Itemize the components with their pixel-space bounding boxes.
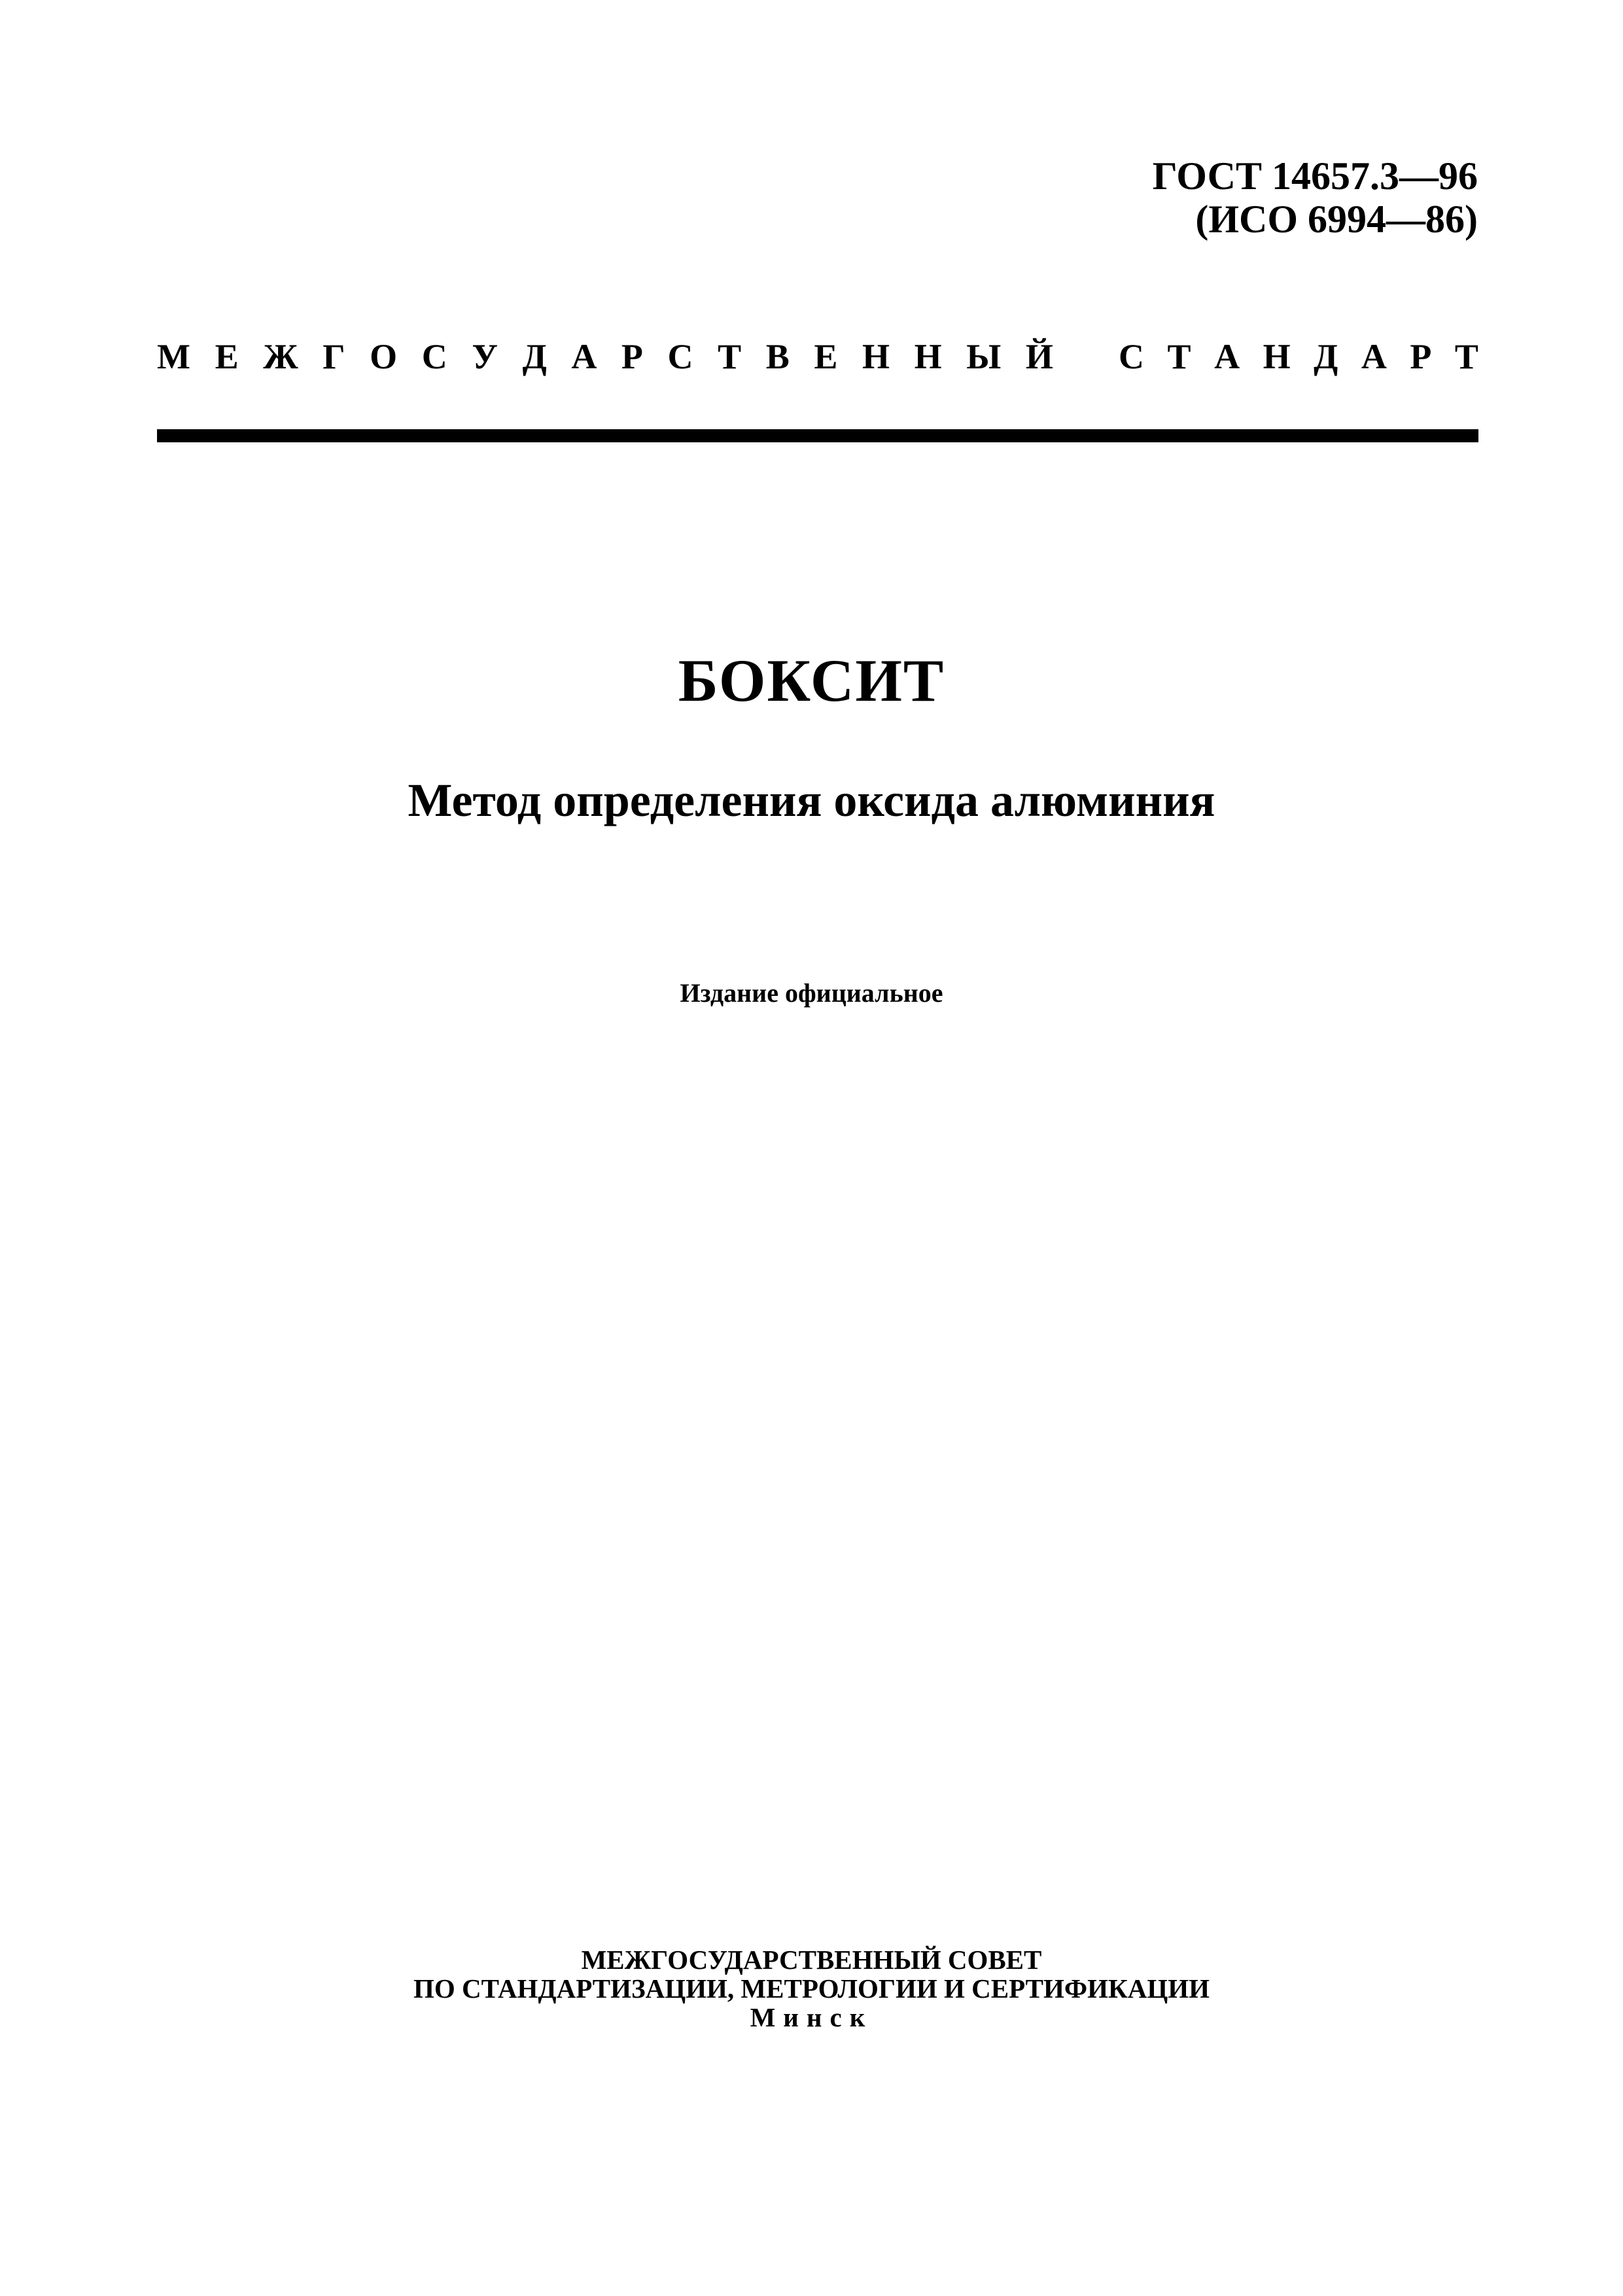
word2-letter: С xyxy=(1119,337,1144,376)
word2-letter: А xyxy=(1361,337,1387,376)
gost-number: ГОСТ 14657.3—96 xyxy=(1152,154,1478,198)
word1-letter: Р xyxy=(621,337,643,376)
word1-letter: Ы xyxy=(966,337,1002,376)
word1-letter: В xyxy=(765,337,790,376)
standard-type-heading xyxy=(157,337,1478,376)
document-subtitle: Метод определения оксида алюминия xyxy=(408,774,1215,826)
word1-letter: С xyxy=(667,337,693,376)
word2-letter: Н xyxy=(1263,337,1291,376)
standard-type-word-standard xyxy=(1119,337,1478,376)
word1-letter: Е xyxy=(215,337,239,376)
word1-letter: Г xyxy=(323,337,345,376)
edition-note: Издание официальное xyxy=(680,978,943,1008)
word1-letter: М xyxy=(157,337,190,376)
word1-letter: А xyxy=(571,337,597,376)
word2-letter: А xyxy=(1214,337,1240,376)
word1-letter: Ж xyxy=(263,337,298,376)
word2-letter: Т xyxy=(1454,337,1478,376)
iso-number: (ИСО 6994—86) xyxy=(1195,198,1478,241)
word1-letter: С xyxy=(421,337,447,376)
document-title: БОКСИТ xyxy=(678,647,945,714)
publisher-line-1: МЕЖГОСУДАРСТВЕННЫЙ СОВЕТ xyxy=(581,1945,1042,1975)
standard-designation xyxy=(1153,154,1478,241)
word2-letter: Т xyxy=(1167,337,1191,376)
word1-letter: Е xyxy=(814,337,838,376)
word1-letter: О xyxy=(370,337,398,376)
heading-rule xyxy=(157,429,1478,442)
publisher-block xyxy=(0,1945,1623,2032)
word1-letter: Д xyxy=(522,337,547,376)
word2-letter: Д xyxy=(1314,337,1338,376)
publisher-city: Минск xyxy=(750,2002,873,2032)
word1-letter: Й xyxy=(1025,337,1053,376)
standard-type-word-interstate xyxy=(157,337,1053,376)
word1-letter: У xyxy=(472,337,498,376)
word1-letter: Н xyxy=(914,337,942,376)
word2-letter: Р xyxy=(1410,337,1432,376)
word1-letter: Н xyxy=(862,337,890,376)
publisher-line-2: ПО СТАНДАРТИЗАЦИИ, МЕТРОЛОГИИ И СЕРТИФИКАЦИИ xyxy=(413,1973,1210,2004)
word1-letter: Т xyxy=(718,337,742,376)
